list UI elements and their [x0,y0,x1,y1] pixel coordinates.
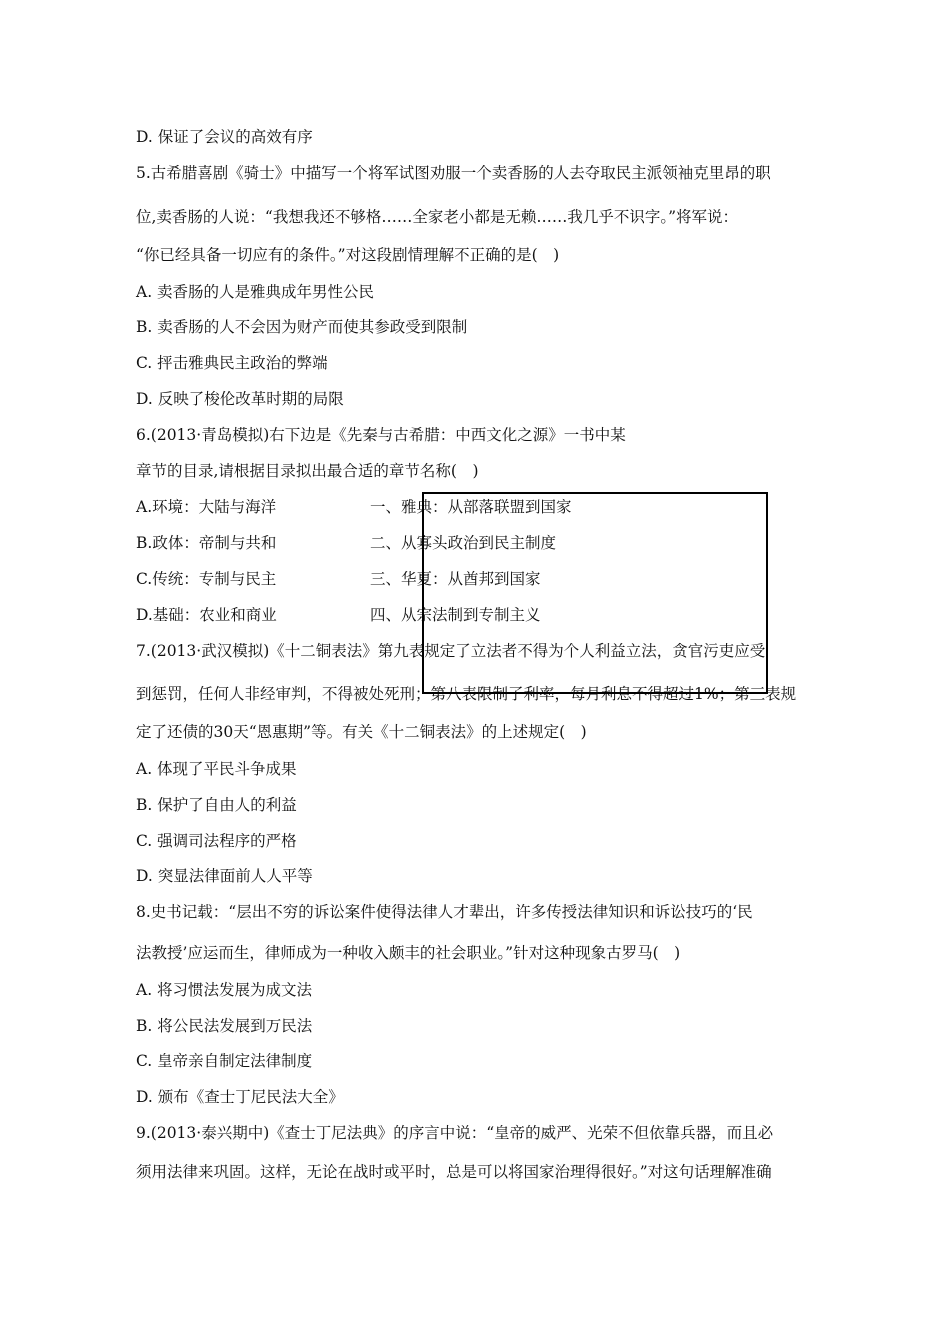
q6-toc-item-3: 三、华夏：从酋邦到国家 [370,570,541,588]
q6-stem-line-1: 6.(2013·青岛模拟)右下边是《先秦与古希腊：中西文化之源》一书中某 [136,426,626,444]
q6-toc-item-2: 二、从寡头政治到民主制度 [370,534,557,552]
q6-option-a: A.环境：大陆与海洋 [136,498,277,516]
q8-stem-line-1: 8.史书记载：“层出不穷的诉讼案件使得法律人才辈出，许多传授法律知识和诉讼技巧的‘民 [136,903,753,921]
q7-option-c: C. 强调司法程序的严格 [136,832,297,850]
q5-stem-line-3: “你已经具备一切应有的条件。”对这段剧情理解不正确的是( ) [136,246,560,264]
q5-option-c: C. 抨击雅典民主政治的弊端 [136,354,328,372]
q5-stem-line-2: 位,卖香肠的人说：“我想我还不够格……全家老小都是无赖……我几乎不识字。”将军说： [136,208,739,226]
q6-toc-item-1: 一、雅典：从部落联盟到国家 [370,498,572,516]
q7-option-d: D. 突显法律面前人人平等 [136,867,313,885]
q4-option-d: D. 保证了会议的高效有序 [136,128,313,146]
q6-option-d: D.基础：农业和商业 [136,606,277,624]
q9-stem-line-2: 须用法律来巩固。这样，无论在战时或平时，总是可以将国家治理得很好。”对这句话理解准确 [136,1163,772,1181]
q9-stem-line-1: 9.(2013·泰兴期中)《查士丁尼法典》的序言中说：“皇帝的威严、光荣不但依靠兵器，而且必 [136,1124,774,1142]
q7-stem-line-3: 定了还债的30天“恩惠期”等。有关《十二铜表法》的上述规定( ) [136,723,587,741]
q7-option-a: A. 体现了平民斗争成果 [136,760,297,778]
q8-option-c: C. 皇帝亲自制定法律制度 [136,1052,313,1070]
q8-option-d: D. 颁布《查士丁尼民法大全》 [136,1088,344,1106]
q6-option-c: C.传统：专制与民主 [136,570,277,588]
q8-stem-line-2: 法教授’应运而生，律师成为一种收入颇丰的社会职业。”针对这种现象古罗马( ) [136,944,681,962]
q6-stem-line-2: 章节的目录,请根据目录拟出最合适的章节名称( ) [136,462,479,480]
q8-option-b: B. 将公民法发展到万民法 [136,1017,313,1035]
q5-option-b: B. 卖香肠的人不会因为财产而使其参政受到限制 [136,318,468,336]
q6-option-b: B.政体：帝制与共和 [136,534,277,552]
q6-toc-item-4: 四、从宗法制到专制主义 [370,606,541,624]
q7-stem-line-1: 7.(2013·武汉模拟)《十二铜表法》第九表规定了立法者不得为个人利益立法，贪官污吏应受 [136,642,766,660]
q5-stem-line-1: 5.古希腊喜剧《骑士》中描写一个将军试图劝服一个卖香肠的人去夺取民主派领袖克里昂的职 [136,164,771,182]
q8-option-a: A. 将习惯法发展为成文法 [136,981,313,999]
q7-stem-line-2: 到惩罚，任何人非经审判，不得被处死刑；第八表限制了利率，每月利息不得超过1%；第三表规 [136,685,797,703]
q5-option-a: A. 卖香肠的人是雅典成年男性公民 [136,283,375,301]
toc-frame-box [422,492,768,694]
q7-option-b: B. 保护了自由人的利益 [136,796,297,814]
q5-option-d: D. 反映了梭伦改革时期的局限 [136,390,344,408]
